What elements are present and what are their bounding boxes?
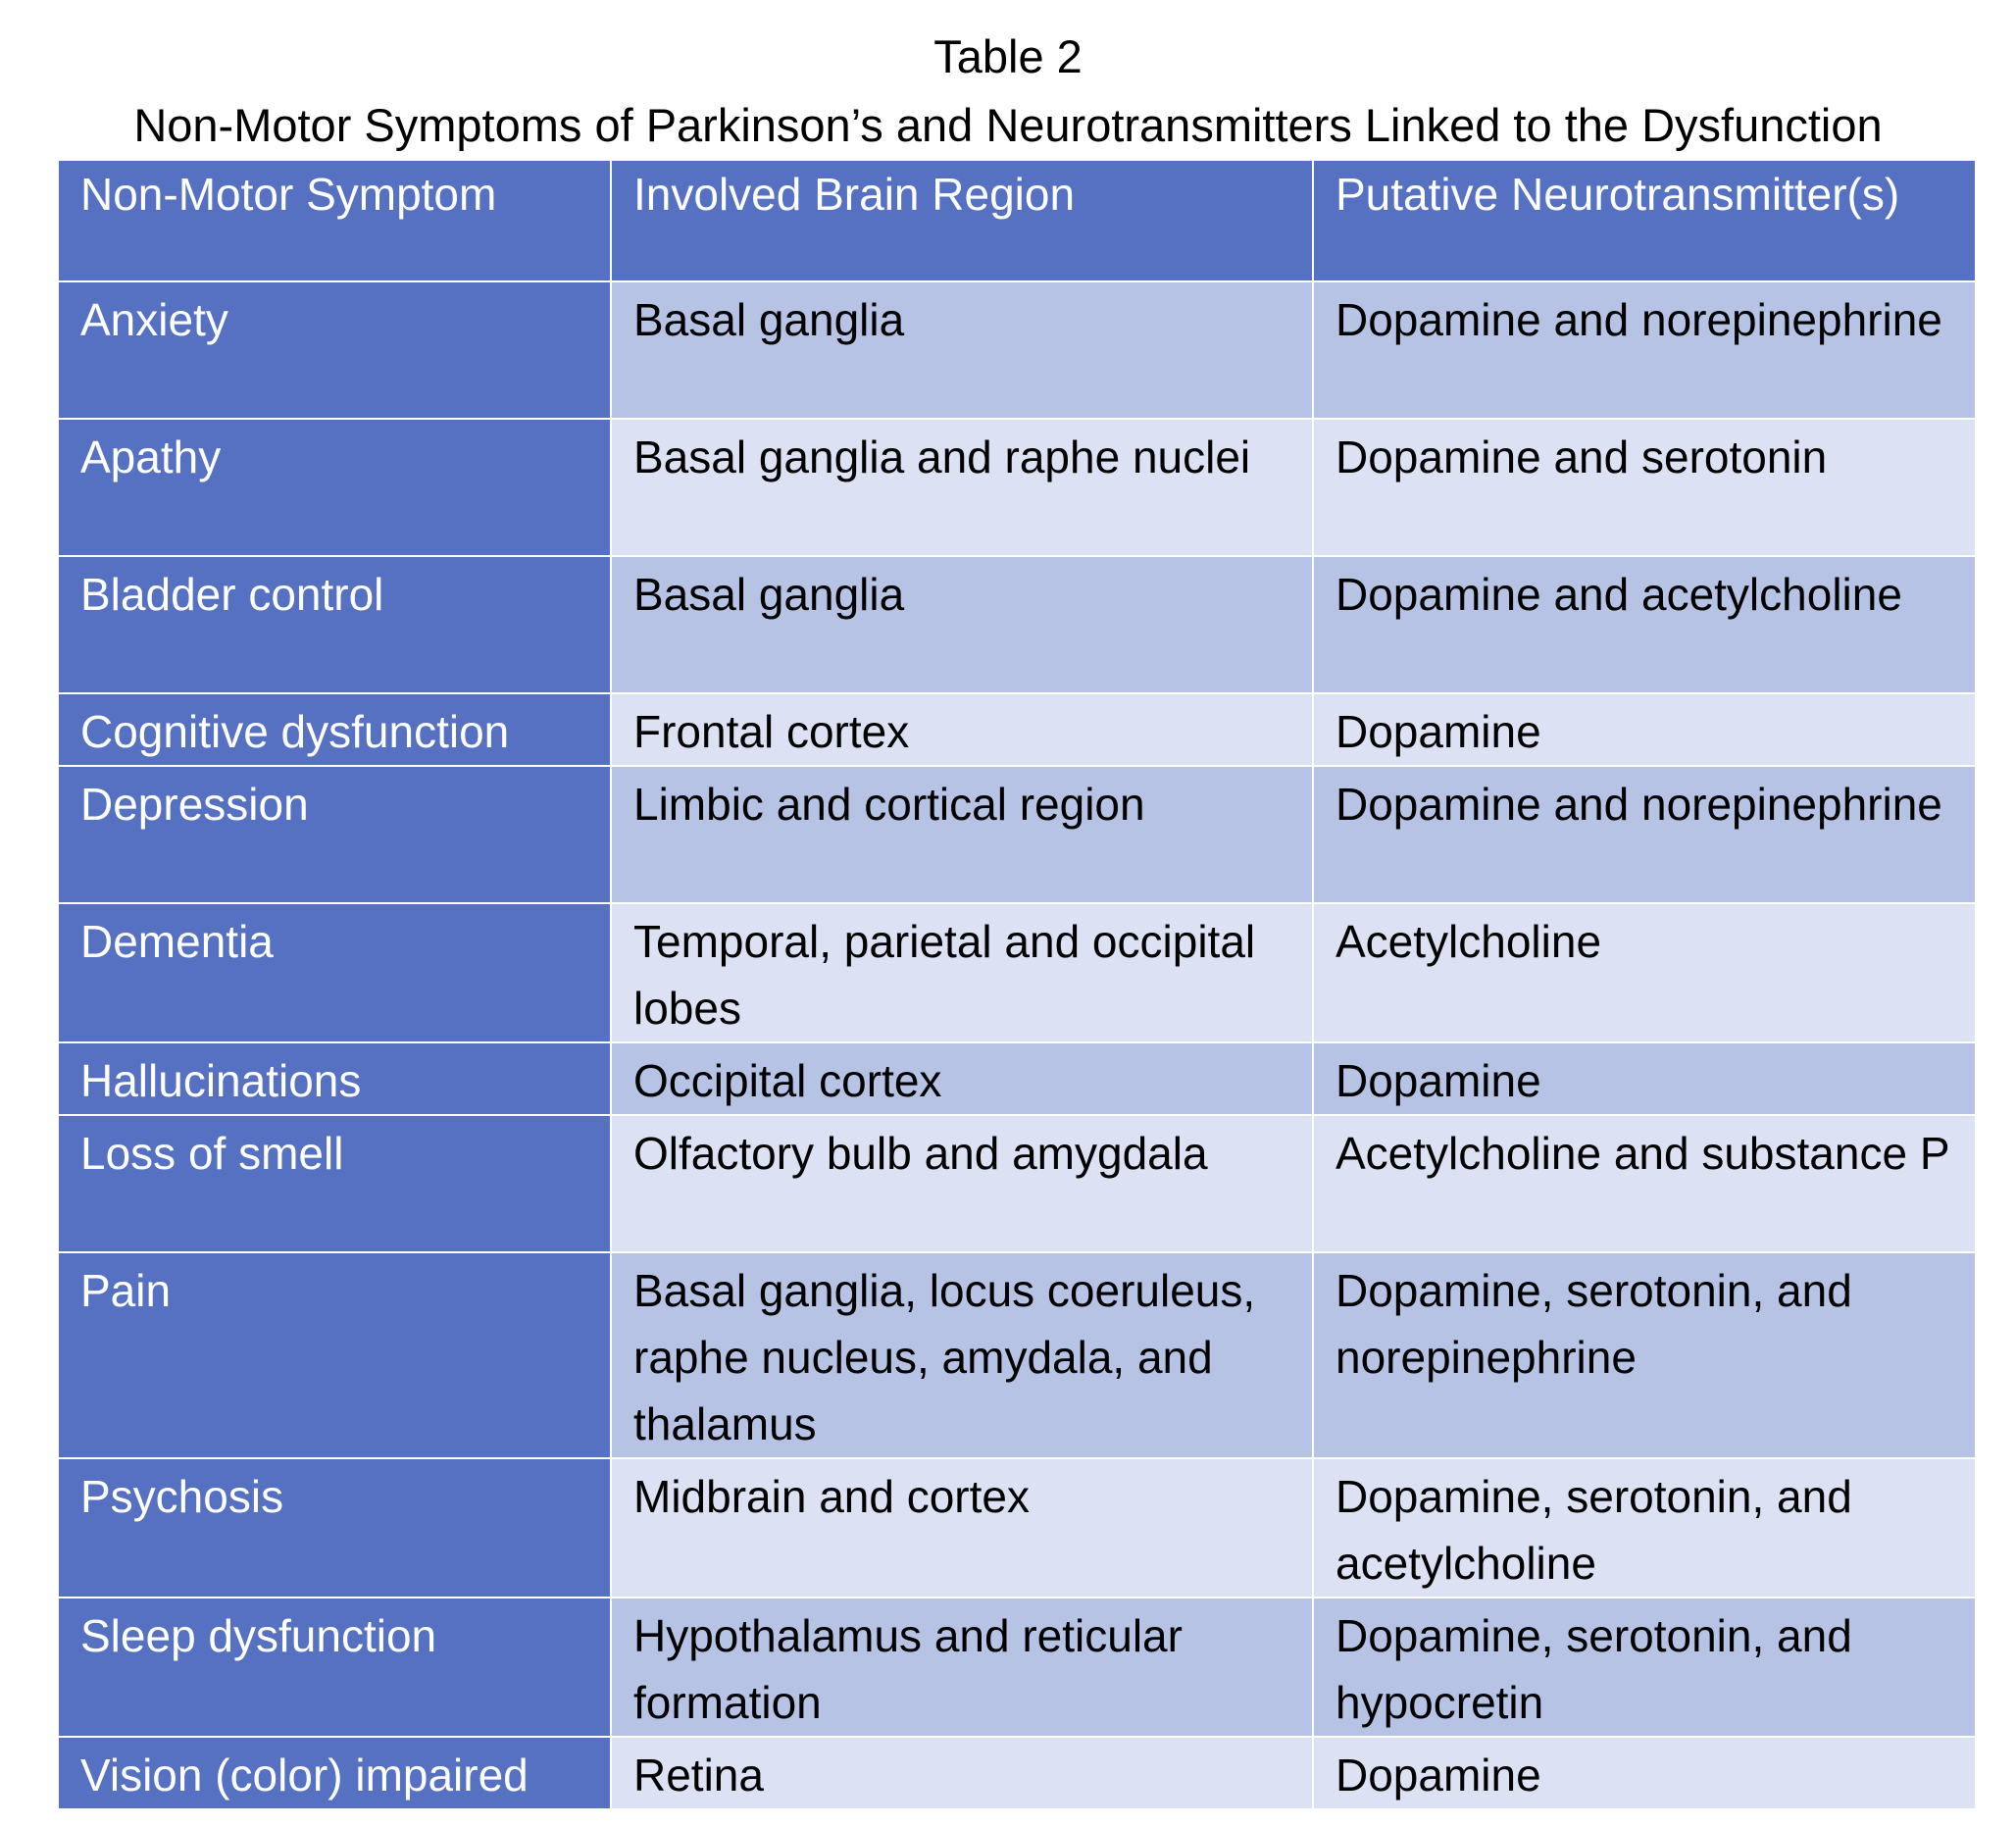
neurotransmitter-cell: Dopamine	[1313, 693, 1976, 766]
header-non-motor-symptom: Non-Motor Symptom	[58, 160, 611, 281]
symptom-cell: Apathy	[58, 419, 611, 556]
brain-region-cell: Basal ganglia	[611, 281, 1313, 419]
symptom-cell: Bladder control	[58, 556, 611, 693]
neurotransmitter-cell: Dopamine	[1313, 1042, 1976, 1115]
brain-region-cell: Limbic and cortical region	[611, 766, 1313, 903]
brain-region-cell: Basal ganglia	[611, 556, 1313, 693]
neurotransmitter-cell: Dopamine, serotonin, and norepinephrine	[1313, 1252, 1976, 1458]
table-title: Non-Motor Symptoms of Parkinson’s and Neurotransmitters Linked to the Dysfunction	[133, 99, 1883, 151]
brain-region-cell: Retina	[611, 1737, 1313, 1809]
brain-region-cell: Basal ganglia, locus coeruleus, raphe nucleus, amydala, and thalamus	[611, 1252, 1313, 1458]
symptom-cell: Depression	[58, 766, 611, 903]
neurotransmitter-cell: Dopamine, serotonin, and hypocretin	[1313, 1598, 1976, 1737]
symptom-cell: Loss of smell	[58, 1115, 611, 1252]
table-row	[58, 1598, 1976, 1737]
brain-region-cell: Olfactory bulb and amygdala	[611, 1115, 1313, 1252]
symptom-cell: Hallucinations	[58, 1042, 611, 1115]
neurotransmitter-cell: Dopamine and norepinephrine	[1313, 281, 1976, 419]
table-row	[58, 1458, 1976, 1598]
brain-region-cell: Occipital cortex	[611, 1042, 1313, 1115]
symptoms-table	[57, 159, 1977, 1810]
table-row	[58, 1737, 1976, 1809]
brain-region-cell: Hypothalamus and reticular formation	[611, 1598, 1313, 1737]
symptom-cell: Pain	[58, 1252, 611, 1458]
symptom-cell: Cognitive dysfunction	[58, 693, 611, 766]
header-involved-brain-region: Involved Brain Region	[611, 160, 1313, 281]
table-row	[58, 1115, 1976, 1252]
table-row	[58, 556, 1976, 693]
neurotransmitter-cell: Dopamine, serotonin, and acetylcholine	[1313, 1458, 1976, 1598]
header-putative-neurotransmitters: Putative Neurotransmitter(s)	[1313, 160, 1976, 281]
neurotransmitter-cell: Dopamine and norepinephrine	[1313, 766, 1976, 903]
neurotransmitter-cell: Acetylcholine	[1313, 903, 1976, 1042]
neurotransmitter-cell: Dopamine	[1313, 1737, 1976, 1809]
brain-region-cell: Temporal, parietal and occipital lobes	[611, 903, 1313, 1042]
brain-region-cell: Midbrain and cortex	[611, 1458, 1313, 1598]
table-row	[58, 903, 1976, 1042]
brain-region-cell: Frontal cortex	[611, 693, 1313, 766]
table-row	[58, 1252, 1976, 1458]
symptom-cell: Sleep dysfunction	[58, 1598, 611, 1737]
symptom-cell: Anxiety	[58, 281, 611, 419]
symptom-cell: Psychosis	[58, 1458, 611, 1598]
table-row	[58, 1042, 1976, 1115]
brain-region-cell: Basal ganglia and raphe nuclei	[611, 419, 1313, 556]
table-row	[58, 419, 1976, 556]
neurotransmitter-cell: Dopamine and acetylcholine	[1313, 556, 1976, 693]
neurotransmitter-cell: Acetylcholine and substance P	[1313, 1115, 1976, 1252]
table-header-row	[58, 160, 1976, 281]
symptom-cell: Dementia	[58, 903, 611, 1042]
table-row	[58, 281, 1976, 419]
table-row	[58, 693, 1976, 766]
table-row	[58, 766, 1976, 903]
symptom-cell: Vision (color) impaired	[58, 1737, 611, 1809]
table-label: Table 2	[933, 30, 1083, 82]
neurotransmitter-cell: Dopamine and serotonin	[1313, 419, 1976, 556]
